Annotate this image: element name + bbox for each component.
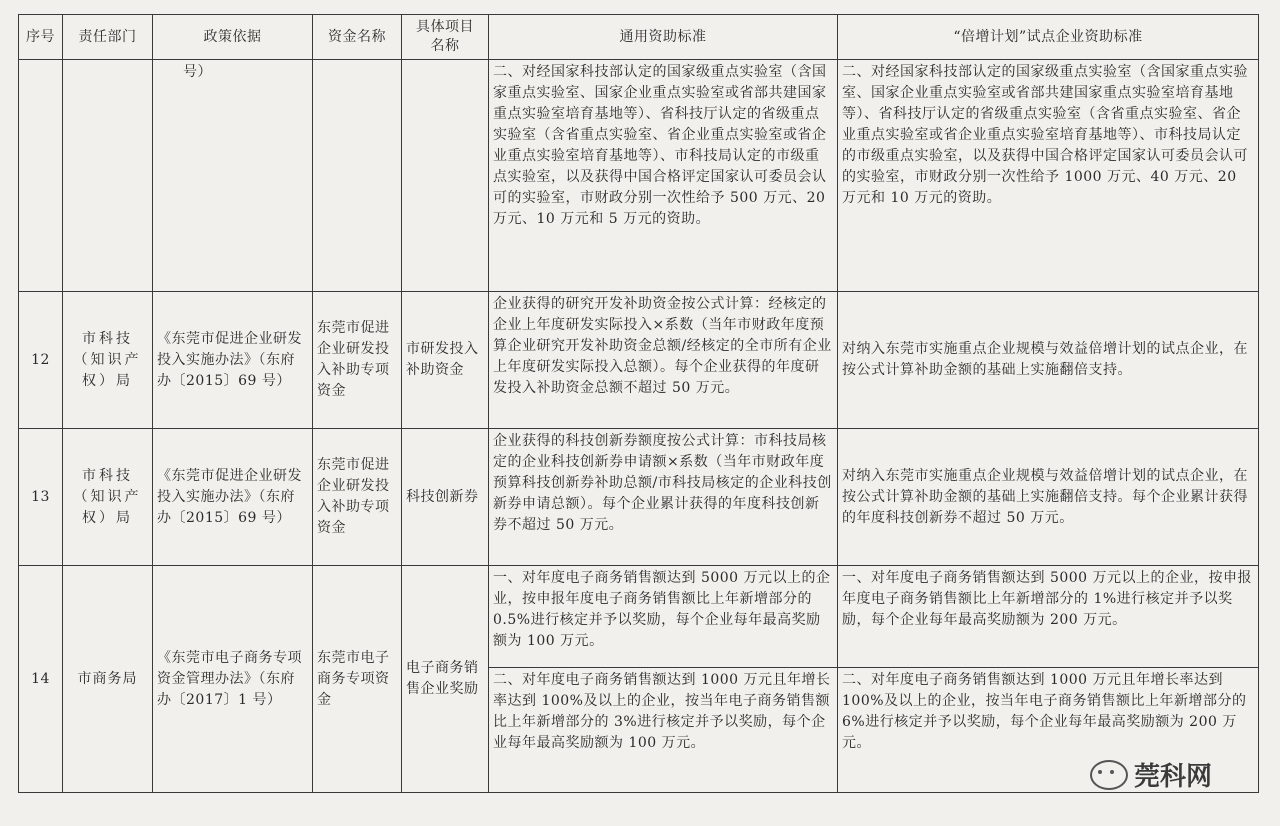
cell-general-standard: 企业获得的研究开发补助资金按公式计算：经核定的企业上年度研发实际投入×系数（当年市财政年度预算企业研究开发补助资金总额/经核定的全市所有企业上年度研发实际投入总额）。每个企业获得的年度研发投入补助资金总额不超过 50 万元。 bbox=[489, 292, 838, 429]
cell-general-standard: 企业获得的科技创新券额度按公式计算：市科技局核定的企业科技创新券申请额×系数（当年市财政年度预算科技创新券补助总额/市科技局核定的企业科技创新券申请总额）。每个企业累计获得的年度科技创新券不超过 50 万元。 bbox=[489, 429, 838, 566]
cell-project bbox=[402, 60, 489, 292]
cell-pilot-standard: 对纳入东莞市实施重点企业规模与效益倍增计划的试点企业，在按公式计算补助金额的基础上实施翻倍支持。 bbox=[838, 292, 1259, 429]
header-seq: 序号 bbox=[19, 15, 63, 60]
cell-policy: 《东莞市促进企业研发投入实施办法》（东府办〔2015〕69 号） bbox=[153, 429, 313, 566]
watermark-logo bbox=[1090, 756, 1212, 793]
cell-pilot-standard-a: 一、对年度电子商务销售额达到 5000 万元以上的企业，按申报年度电子商务销售额比上年新增部分的 1%进行核定并予以奖励，每个企业每年最高奖励额为 200 万元。 bbox=[838, 566, 1259, 668]
table-row-continued bbox=[19, 60, 1259, 292]
header-general-standard: 通用资助标准 bbox=[489, 15, 838, 60]
cell-general-standard-a: 一、对年度电子商务销售额达到 5000 万元以上的企业，按申报年度电子商务销售额比上年新增部分的 0.5%进行核定并予以奖励，每个企业每年最高奖励额为 100 万元。 bbox=[489, 566, 838, 668]
cell-dept: 市科技（知识产权）局 bbox=[63, 292, 153, 429]
cell-fund: 东莞市电子商务专项资金 bbox=[313, 566, 402, 793]
cell-general-standard-b: 二、对年度电子商务销售额达到 1000 万元且年增长率达到 100%及以上的企业，按当年电子商务销售额比上年新增部分的 3%进行核定并予以奖励，每个企业每年最高奖励额为 100 万元。 bbox=[489, 668, 838, 793]
header-row bbox=[19, 15, 1259, 60]
table-row-12 bbox=[19, 292, 1259, 429]
cell-general-standard: 二、对经国家科技部认定的国家级重点实验室（含国家重点实验室、国家企业重点实验室或省部共建国家重点实验室培育基地等）、省科技厅认定的省级重点实验室（含省重点实验室、省企业重点实验室或省企业重点实验室培育基地等）、市科技局认定的市级重点实验室，以及获得中国合格评定国家认可委员会认可的实验室，市财政分别一次性给予 500 万元、20 万元、10 万元和 5 万元的资助。 bbox=[489, 60, 838, 292]
header-dept: 责任部门 bbox=[63, 15, 153, 60]
cell-pilot-standard-b: 二、对年度电子商务销售额达到 1000 万元且年增长率达到 100%及以上的企业，按当年电子商务销售额比上年新增部分的 6%进行核定并予以奖励，每个企业每年最高奖励额为 200 万元。 bbox=[838, 668, 1259, 793]
table-row-14a bbox=[19, 566, 1259, 668]
cell-dept: 市科技（知识产权）局 bbox=[63, 429, 153, 566]
cell-policy: 《东莞市电子商务专项资金管理办法》（东府办〔2017〕1 号） bbox=[153, 566, 313, 793]
cell-dept: 市商务局 bbox=[63, 566, 153, 793]
watermark-text: 莞科网 bbox=[1134, 762, 1213, 792]
cell-seq: 12 bbox=[19, 292, 63, 429]
cell-seq: 14 bbox=[19, 566, 63, 793]
cell-project: 电子商务销售企业奖励 bbox=[402, 566, 489, 793]
wechat-icon bbox=[1090, 760, 1128, 790]
cell-project: 科技创新券 bbox=[402, 429, 489, 566]
cell-policy: 《东莞市促进企业研发投入实施办法》（东府办〔2015〕69 号） bbox=[153, 292, 313, 429]
header-policy: 政策依据 bbox=[153, 15, 313, 60]
cell-seq bbox=[19, 60, 63, 292]
cell-dept bbox=[63, 60, 153, 292]
cell-fund: 东莞市促进企业研发投入补助专项资金 bbox=[313, 429, 402, 566]
cell-seq: 13 bbox=[19, 429, 63, 566]
header-fund: 资金名称 bbox=[313, 15, 402, 60]
cell-pilot-standard: 二、对经国家科技部认定的国家级重点实验室（含国家重点实验室、国家企业重点实验室或省部共建国家重点实验室培育基地等）、省科技厅认定的省级重点实验室（含省重点实验室、省企业重点实验室或省企业重点实验室培育基地等）、市科技局认定的市级重点实验室，以及获得中国合格评定国家认可委员会认可的实验室，市财政分别一次性给予 1000 万元、40 万元、20 万元和 10 万元的资助。 bbox=[838, 60, 1259, 292]
cell-policy: 号） bbox=[153, 60, 313, 292]
cell-fund bbox=[313, 60, 402, 292]
policy-table-page bbox=[18, 14, 1259, 793]
cell-fund: 东莞市促进企业研发投入补助专项资金 bbox=[313, 292, 402, 429]
cell-project: 市研发投入补助资金 bbox=[402, 292, 489, 429]
cell-pilot-standard: 对纳入东莞市实施重点企业规模与效益倍增计划的试点企业，在按公式计算补助金额的基础上实施翻倍支持。每个企业累计获得的年度科技创新券不超过 50 万元。 bbox=[838, 429, 1259, 566]
header-pilot-standard: “倍增计划”试点企业资助标准 bbox=[838, 15, 1259, 60]
header-project: 具体项目 名称 bbox=[402, 15, 489, 60]
table-row-13 bbox=[19, 429, 1259, 566]
funding-policy-table bbox=[18, 14, 1259, 793]
